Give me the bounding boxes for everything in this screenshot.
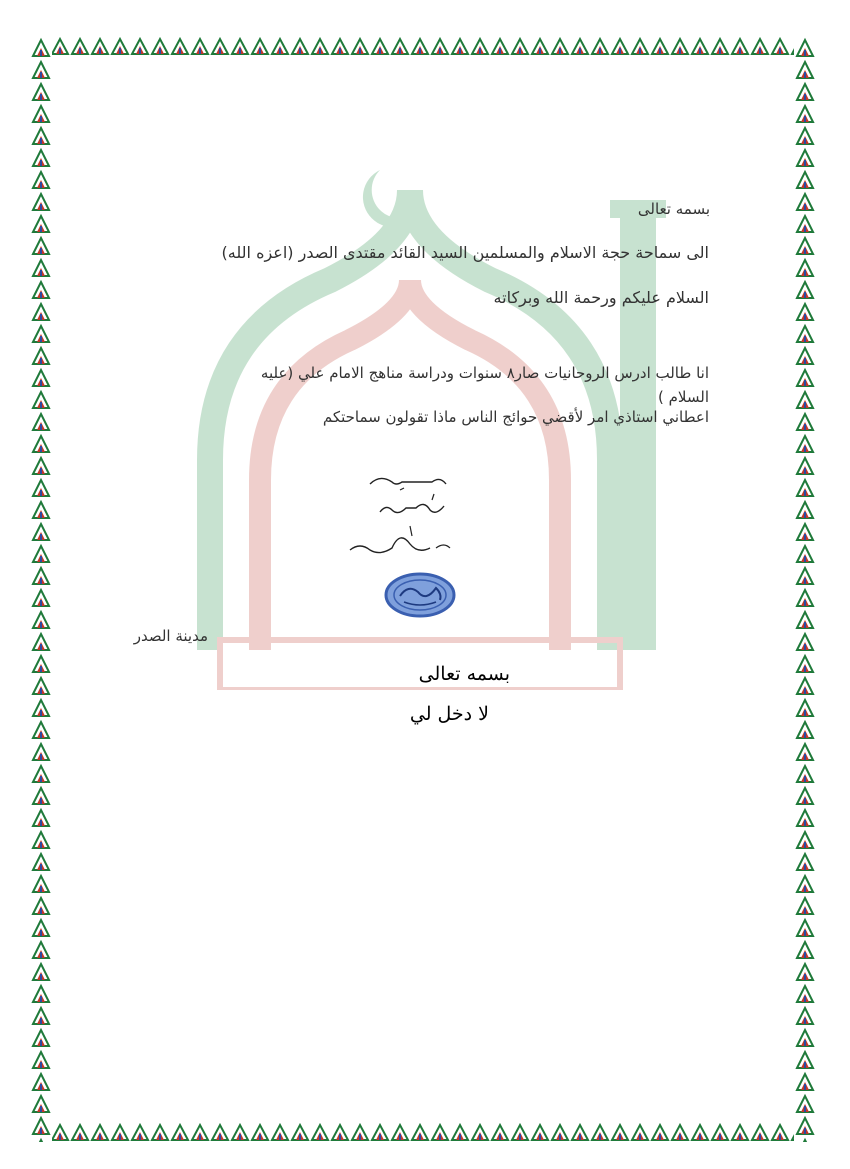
reply-heading: بسمه تعالى [418,663,510,685]
letter-body-line-2: السلام ) [658,388,709,406]
handwritten-signature [340,470,480,570]
decorative-border-top [30,36,816,56]
letter-body-line-3: اعطاني استاذي امر لأقضي حوائج الناس ماذا تقولون سماحتكم [322,408,709,426]
decorative-border-bottom [30,1122,816,1142]
official-seal-stamp [384,572,456,618]
letter-body-line-1: انا طالب ادرس الروحانيات صار٨ سنوات ودراسة مناهج الامام علي (عليه [260,364,709,382]
decorative-border-right [794,36,816,1142]
letter-location: مدينة الصدر [133,627,208,645]
letter-greeting: السلام عليكم ورحمة الله وبركاته [493,288,709,307]
letter-addressee: الى سماحة حجة الاسلام والمسلمين السيد القائد مقتدى الصدر (اعزه الله) [221,243,709,262]
decorative-border-left [30,36,52,1142]
letter-heading: بسمه تعالى [637,200,710,218]
reply-answer: لا دخل لي [409,703,489,725]
